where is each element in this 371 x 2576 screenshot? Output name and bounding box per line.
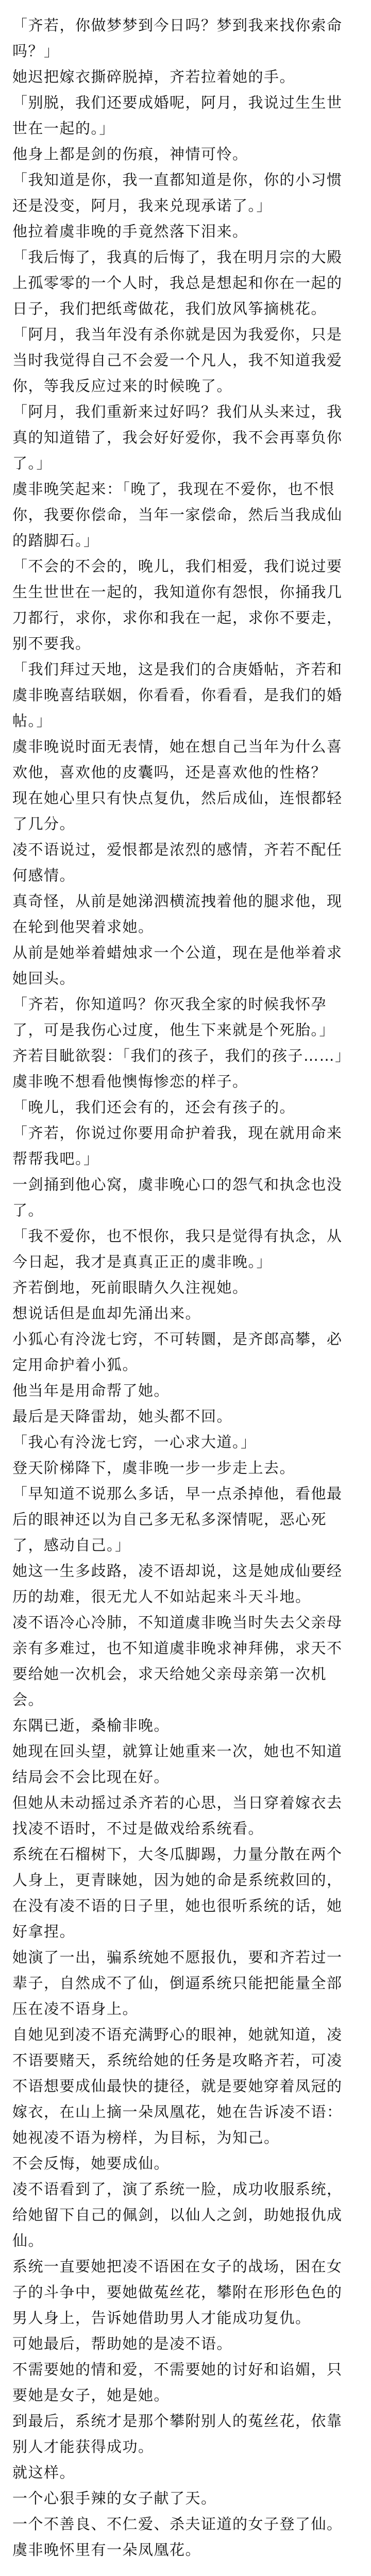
paragraph: 就这样。 (12, 2464, 76, 2481)
paragraph: 「我知道是你，我一直都知道是你，你的小习惯还是没变，阿月，我来兑现承诺了。」 (12, 171, 343, 214)
paragraph: 不会反悔，她要成仙。 (12, 2155, 170, 2172)
paragraph: 虞非晚说时面无表情，她在想自己当年为什么喜欢他，喜欢他的皮囊吗，还是喜欢他的性格？ (12, 738, 343, 781)
paragraph: 最后是天降雷劫，她头都不回。 (12, 1408, 233, 1425)
paragraph: 她这一生多歧路，凌不语却说，这是她成仙要经历的劫难，很无尤人不如站起来斗天斗地。 (12, 1562, 343, 1605)
paragraph: 但她从未动摇过杀齐若的心思，当日穿着嫁衣去找凌不语时，不过是做戏给系统看。 (12, 1794, 343, 1837)
paragraph: 「我不爱你，也不恨你，我只是觉得有执念，从今日起，我才是真真正正的虞非晚。」 (12, 1227, 343, 1270)
paragraph: 到最后，系统才是那个攀附别人的菟丝花，依靠别人才能获得成功。 (12, 2412, 343, 2455)
paragraph: 虞非晚怀里有一朵凤凰花。 (12, 2541, 201, 2558)
paragraph: 一个心狠手辣的女子献了天。 (12, 2489, 217, 2507)
paragraph: 她演了一出，骗系统她不愿报仇，要和齐若过一辈子，自然成不了仙，倒逼系统只能把能量全部压在凌不语身上。 (12, 1948, 343, 2018)
paragraph: 「别脱，我们还要成婚呢，阿月，我说过生生世世在一起的。」 (12, 94, 343, 137)
paragraph: 系统一直要她把凌不语困在女子的战场，困在女子的斗争中，要她做菟丝花，攀附在形形色色的男人身上，告诉她借助男人才能成功复仇。 (12, 2258, 343, 2327)
paragraph: 小狐心有泠泷七窍，不可转圜，是齐郎高攀，必定用命护着小狐。 (12, 1330, 343, 1374)
paragraph: 系统在石榴树下，大冬瓜脚踢，力量分散在两个人身上，更青睐她，因为她的命是系统救回的，在没有凌不语的日子里，她也很听系统的话，她好拿捏。 (12, 1845, 343, 1940)
paragraph: 一个不善良、不仁爱、杀夫证道的女子登了仙。 (12, 2515, 343, 2533)
paragraph: 「早知道不说那么多话，早一点杀掉他，看他最后的眼神还以为自己多无私多深情呢，恶心死了，感动自己。」 (12, 1485, 343, 1554)
paragraph: 凌不语冷心冷肺，不知道虞非晚当时失去父亲母亲有多难过，也不知道虞非晚求神拜佛，求天不要给她一次机会，求天给她父亲母亲第一次机会。 (12, 1614, 343, 1708)
paragraph: 登天阶梯降下，虞非晚一步一步走上去。 (12, 1459, 296, 1477)
paragraph: 从前是她举着蜡烛求一个公道，现在是他举着求她回头。 (12, 944, 343, 987)
paragraph: 她现在回头望，就算让她重来一次，她也不知道结局会不会比现在好。 (12, 1742, 343, 1786)
paragraph: 虞非晚不想看他懊悔惨恋的样子。 (12, 1073, 248, 1090)
paragraph: 不需要她的情和爱，不需要她的讨好和谄媚，只要她是女子，她是她。 (12, 2361, 343, 2404)
paragraph: 凌不语说过，爱恨都是浓烈的感情，齐若不配任何感情。 (12, 841, 343, 884)
paragraph: 齐若目眦欲裂：「我们的孩子，我们的孩子……」 (12, 1047, 351, 1064)
paragraph: 凌不语看到了，演了系统一脸，成功收服系统，给她留下自己的佩剑，以仙人之剑，助她报仇成仙。 (12, 2180, 343, 2249)
paragraph: 现在她心里只有快点复仇，然后成仙，连恨都轻了几分。 (12, 789, 343, 833)
paragraph: 自她见到凌不语充满野心的眼神，她就知道，凌不语要赌天，系统给她的任务是攻略齐若，可凌不语想要成仙最快的捷径，就是要她穿着凤冠的嫁衣，在山上摘一朵凤凰花，她在告诉凌不语： (12, 2026, 343, 2121)
paragraph: 想说话但是血却先涌出来。 (12, 1304, 201, 1322)
paragraph: 「齐若，你说过你要用命护着我，现在就用命来帮帮我吧。」 (12, 1124, 343, 1167)
paragraph: 「齐若，你知道吗？你灭我全家的时候我怀孕了，可是我伤心过度，他生下来就是个死胎。」 (12, 995, 335, 1039)
paragraph: 虞非晚笑起来：「晚了，我现在不爱你，也不恨你，我要你偿命，当年一家偿命，然后当我成仙的踏脚石。」 (12, 480, 343, 549)
paragraph: 他当年是用命帮了她。 (12, 1382, 170, 1399)
paragraph: 她视凌不语为榜样，为目标，为知己。 (12, 2129, 280, 2146)
paragraph: 东隅已逝，桑榆非晚。 (12, 1717, 170, 1734)
paragraph: 「我后悔了，我真的后悔了，我在明月宗的大殿上孤零零的一个人时，我总是想起和你在一起的日子，我们把纸鸢做花，我们放风筝摘桃花。 (12, 248, 343, 317)
paragraph: 「不会的不会的，晚儿，我们相爱，我们说过要生生世世在一起的，我知道你有怨恨，你捅我几刀都行，求你，求你和我在一起，求你不要走，别不要我。 (12, 557, 343, 652)
paragraph: 真奇怪，从前是她涕泗横流拽着他的腿求他，现在轮到他哭着求她。 (12, 892, 343, 936)
paragraph: 可她最后，帮助她的是凌不语。 (12, 2335, 233, 2352)
paragraph: 他身上都是剑的伤痕，神情可怜。 (12, 145, 248, 163)
paragraph: 「阿月，我当年没有杀你就是因为我爱你，只是当时我觉得自己不会爱一个凡人，我不知道我爱你，等我反应过来的时候晚了。 (12, 326, 343, 395)
paragraph: 「晚儿，我们还会有的，还会有孩子的。 (12, 1098, 296, 1116)
paragraph: 她迟把嫁衣撕碎脱掉，齐若拉着她的手。 (12, 68, 296, 86)
paragraph: 「我们拜过天地，这是我们的合庚婚帖，齐若和虞非晚喜结联姻，你看看，你看看，是我们的婚帖。」 (12, 660, 343, 730)
paragraph: 他拉着虞非晚的手竟然落下泪来。 (12, 223, 248, 240)
paragraph: 「阿月，我们重新来过好吗？我们从头来过，我真的知道错了，我会好好爱你，我不会再辜负你了。」 (12, 403, 343, 472)
paragraph: 「我心有泠泷七窍，一心求大道。」 (12, 1433, 257, 1451)
paragraph: 「齐若，你做梦梦到今日吗？梦到我来找你索命吗？」 (12, 16, 343, 60)
paragraph: 齐若倒地，死前眼睛久久注视她。 (12, 1279, 248, 1296)
paragraph: 一剑捅到他心窝，虞非晚心口的怨气和执念也没了。 (12, 1176, 343, 1219)
